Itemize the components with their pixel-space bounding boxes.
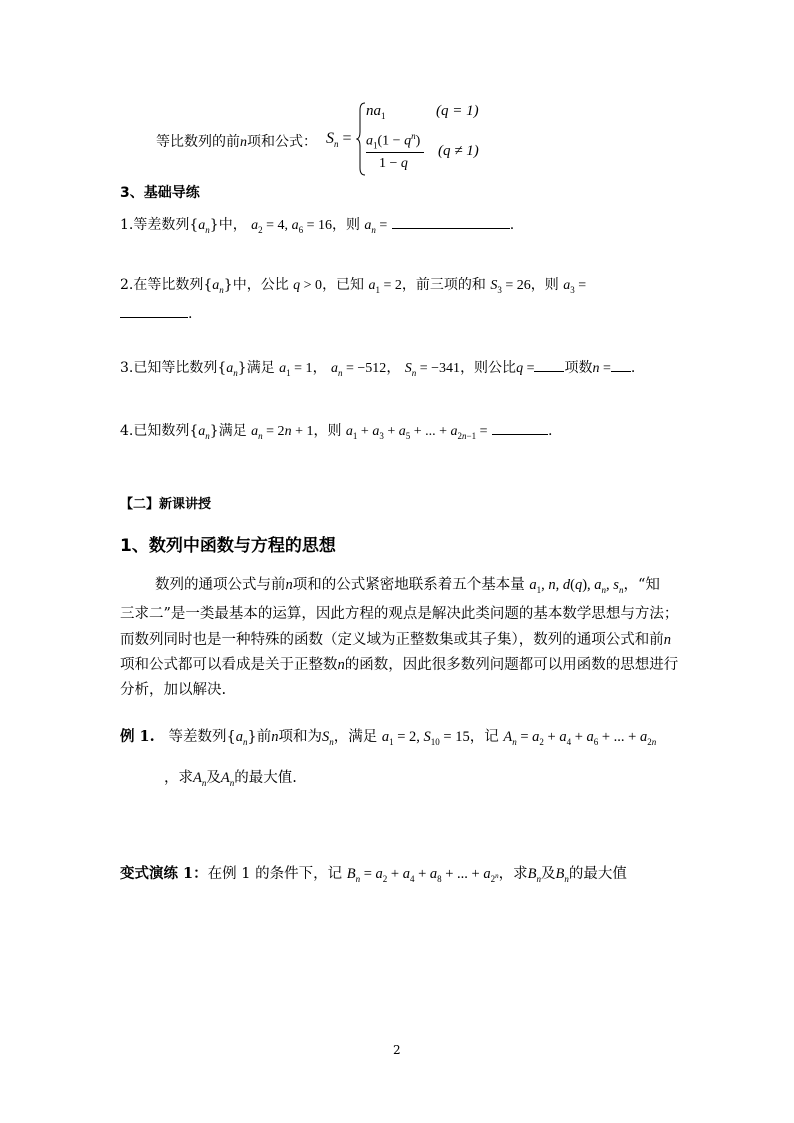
answer-blank-4[interactable] <box>492 422 548 435</box>
answer-blank-2[interactable] <box>120 305 188 318</box>
example-1: 例 1. 等差数列$\{a_n\}$前n项和为$S_n$，满足 $a_1 = 2$, $S_{10} = 15$，记 $A_n = a_2 + a_4 + a_6$ + ... + $a_{2n}$ <box>120 728 657 747</box>
paragraph-line-3: 而数列同时也是一种特殊的函数（定义域为正整数集或其子集），数列的通项公式和前n <box>120 632 671 648</box>
question-2-answer: . <box>120 305 192 322</box>
answer-blank-3b[interactable] <box>611 359 631 372</box>
answer-blank-1[interactable] <box>392 216 510 229</box>
question-1: 1.等差数列$\{a_n\}$中， $a_2 = 4$, $a_6 = 16$，则 $a_n$ = . <box>120 217 515 235</box>
section3-title: 3、基础导练 <box>120 185 200 201</box>
paragraph-line-5: 分析，加以解决. <box>120 682 227 698</box>
case2-denominator: 1 − q <box>379 156 408 171</box>
example-1-label: 例 1. <box>120 728 155 745</box>
variant-1-label: 变式演练 1： <box>120 865 208 882</box>
paragraph-line-4: 项和公式都可以看成是关于正整数n的函数，因此很多数列问题都可以用函数的思想进行 <box>120 657 679 673</box>
sub1-title: 1、数列中函数与方程的思想 <box>120 536 336 556</box>
paragraph-line-1: 数列的通项公式与前n项和的公式紧密地联系着五个基本量 $a_1$, n, d(q), $a_n$, $s_n$，“知 <box>155 577 660 595</box>
question-2: 2.在等比数列$\{a_n\}$中，公比 q > 0，已知 $a_1 = 2$，前三项的和 $S_3 = 26$，则 $a_3$ = <box>120 277 587 295</box>
question-3: 3.已知等比数列$\{a_n\}$满足 $a_1 = 1$， $a_n = -512$， $S_n = -341$，则公比q = 项数n = . <box>120 360 636 378</box>
formula-n: n <box>240 135 247 150</box>
brace-icon <box>356 102 366 176</box>
part2-title: 【二】新课讲授 <box>120 497 212 512</box>
question-4: 4.已知数列$\{a_n\}$满足 $a_n = 2n + 1$，则 $a_1 + a_3 + a_5$ + ... + $a_{2n-1}$ = . <box>120 423 553 441</box>
case1-expression: $na_1$ <box>366 103 386 121</box>
answer-blank-3a[interactable] <box>534 359 564 372</box>
formula-sn: $S_n$ = <box>326 130 352 150</box>
case1-condition: (q = 1) <box>436 103 479 119</box>
case2-numerator: $a_1(1 - q^n)$ <box>366 131 421 151</box>
example-1-line2: ，求$A_n$及$A_n$的最大值. <box>164 770 297 788</box>
fraction-bar <box>366 152 424 153</box>
case2-condition: (q ≠ 1) <box>438 143 479 159</box>
formula-label: 等比数列的前 <box>156 134 240 150</box>
variant-1: 变式演练 1：在例 1 的条件下，记 $B_n = a_2 + a_4 + a_8$ + ... + $a_{2^n}$，求$B_n$及$B_n$的最大值 <box>120 865 627 884</box>
formula-label2: 项和公式： <box>247 134 317 150</box>
paragraph-line-2: 三求二”是一类最基本的运算，因此方程的观点是解决此类问题的基本数学思想与方法； <box>120 606 679 622</box>
page-number: 2 <box>393 1043 401 1057</box>
